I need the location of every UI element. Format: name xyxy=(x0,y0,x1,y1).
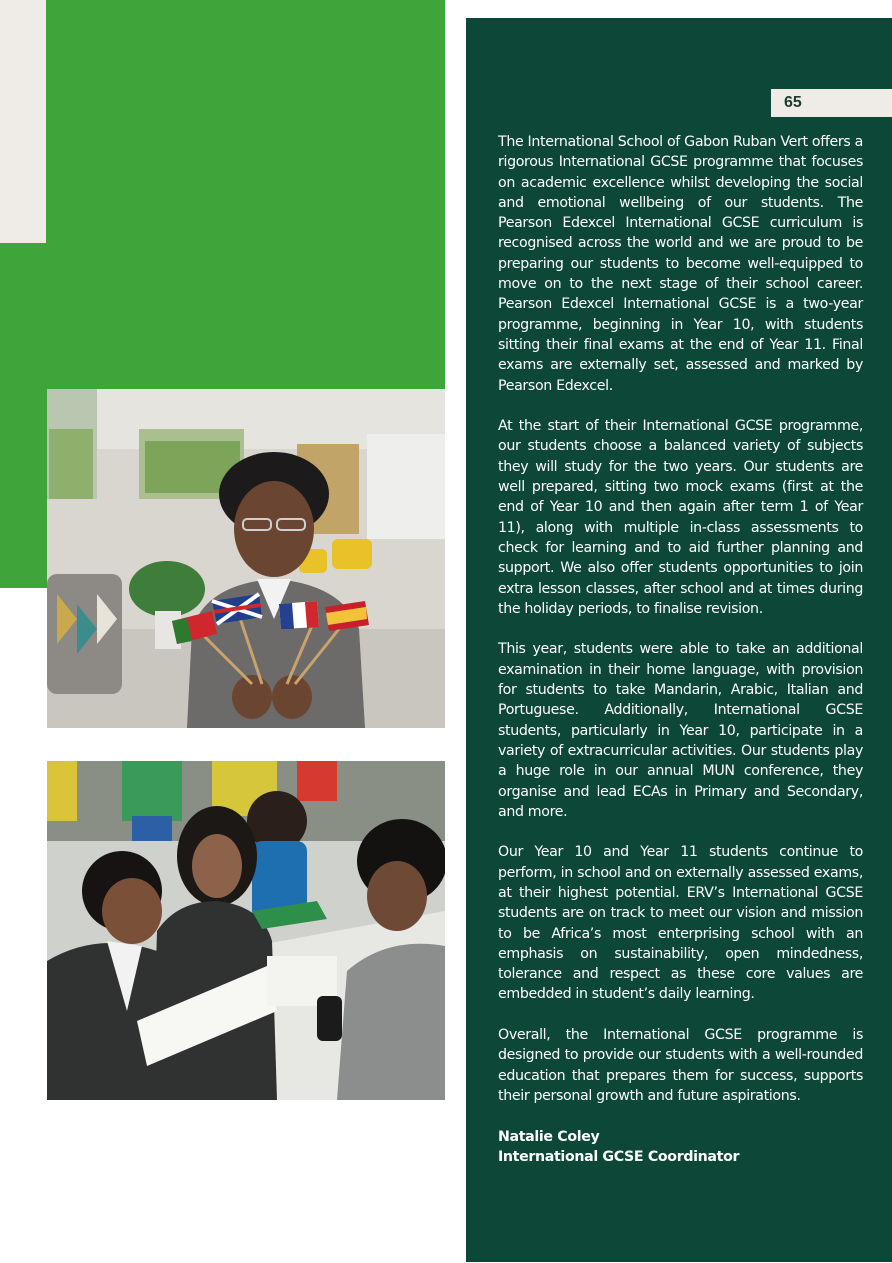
article-body xyxy=(498,132,863,1167)
beige-decorative-strip xyxy=(0,0,46,243)
students-group-work-photo xyxy=(47,761,445,1100)
signature-title: International GCSE Coordinator xyxy=(498,1148,740,1165)
paragraph-3: This year, students were able to take an additional examination in their home language, with provision for students to take Mandarin, Arabic, Italian and Portuguese. Additionally, International GCSE students, particularly in Year 10, participate in a variety of extracurricular activities. Our students play a huge role in our annual MUN conference, they organise and lead ECAs in Primary and Secondary, and more. xyxy=(498,641,863,820)
page-number: 65 xyxy=(771,89,892,117)
student-holding-flags-photo xyxy=(47,389,445,728)
paragraph-5: Overall, the International GCSE programme is designed to provide our students with a well-rounded education that prepares them for success, supports their personal growth and future aspirations. xyxy=(498,1027,863,1104)
paragraph-2: At the start of their International GCSE programme, our students choose a balanced variety of subjects they will study for the two years. Our students are well prepared, sitting two mock exams (first at the end of Year 10 and then again after term 1 of Year 11), along with multiple in-class assessments to check for learning and to aid further planning and support. We also offer students opportunities to join extra lesson classes, after school and at times during the holiday periods, to finalise revision. xyxy=(498,418,863,617)
paragraph-1: The International School of Gabon Ruban Vert offers a rigorous International GCSE programme that focuses on academic excellence whilst developing the social and emotional wellbeing of our students. The Pearson Edexcel International GCSE curriculum is recognised across the world and we are proud to be preparing our students to become well-equipped to move on to the next stage of their school career. Pearson Edexcel International GCSE is a two-year programme, beginning in Year 10, with students sitting their final exams at the end of Year 11. Final exams are externally set, assessed and marked by Pearson Edexcel. xyxy=(498,134,863,394)
paragraph-4: Our Year 10 and Year 11 students continue to perform, in school and on externally assessed exams, at their highest potential. ERV’s International GCSE students are on track to meet our vision and mission to be Africa’s most enterprising school with an emphasis on sustainability, open mindedness, tolerance and respect as these core values are embedded in student’s daily learning. xyxy=(498,844,863,1003)
signature-name: Natalie Coley xyxy=(498,1128,600,1145)
